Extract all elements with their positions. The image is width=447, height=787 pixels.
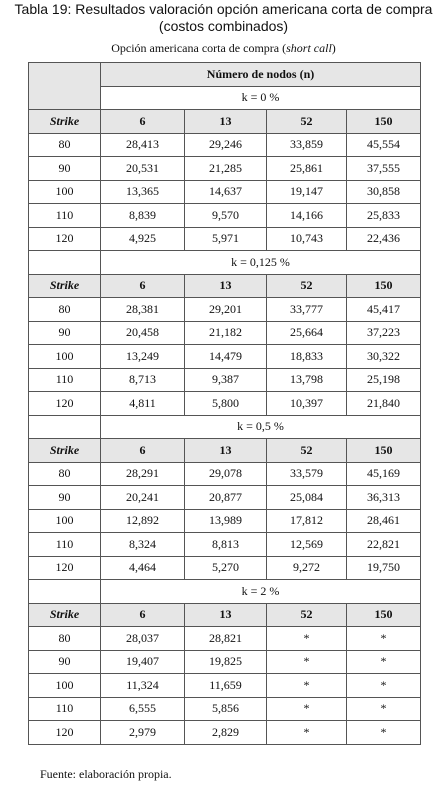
k-value: k = 2 % bbox=[101, 580, 421, 604]
value-cell: 9,387 bbox=[185, 368, 267, 392]
value-cell: 33,579 bbox=[267, 462, 347, 486]
nodes-column-header: 6 bbox=[101, 603, 185, 627]
table-row bbox=[29, 627, 421, 651]
subtitle-end: ) bbox=[331, 41, 336, 55]
strike-cell: 110 bbox=[29, 697, 101, 721]
value-cell: 28,037 bbox=[101, 627, 185, 651]
strike-cell: 80 bbox=[29, 627, 101, 651]
nodes-column-header: 150 bbox=[347, 439, 421, 463]
value-cell: 5,270 bbox=[185, 556, 267, 580]
table-row bbox=[29, 486, 421, 510]
strike-header: Strike bbox=[29, 603, 101, 627]
strike-cell: 100 bbox=[29, 345, 101, 369]
k-value: k = 0,125 % bbox=[101, 251, 421, 275]
caption-line-2: (costos combinados) bbox=[158, 18, 289, 34]
strike-cell: 90 bbox=[29, 157, 101, 181]
value-cell: 30,322 bbox=[347, 345, 421, 369]
value-cell: 25,664 bbox=[267, 321, 347, 345]
table-row bbox=[29, 157, 421, 181]
corner-cell bbox=[29, 63, 101, 110]
value-cell: * bbox=[267, 627, 347, 651]
value-cell: 19,407 bbox=[101, 650, 185, 674]
value-cell: 25,198 bbox=[347, 368, 421, 392]
value-cell: 25,833 bbox=[347, 204, 421, 228]
value-cell: 18,833 bbox=[267, 345, 347, 369]
value-cell: 28,291 bbox=[101, 462, 185, 486]
value-cell: 19,750 bbox=[347, 556, 421, 580]
value-cell: 28,413 bbox=[101, 133, 185, 157]
table-row bbox=[29, 697, 421, 721]
k-value: k = 0,5 % bbox=[101, 415, 421, 439]
value-cell: 22,436 bbox=[347, 227, 421, 251]
nodes-column-header: 52 bbox=[267, 439, 347, 463]
nodes-header: Número de nodos (n) bbox=[101, 63, 421, 87]
value-cell: 8,324 bbox=[101, 533, 185, 557]
value-cell: * bbox=[267, 721, 347, 745]
value-cell: 28,821 bbox=[185, 627, 267, 651]
value-cell: 20,458 bbox=[101, 321, 185, 345]
nodes-column-header: 150 bbox=[347, 274, 421, 298]
value-cell: 37,555 bbox=[347, 157, 421, 181]
value-cell: 4,464 bbox=[101, 556, 185, 580]
value-cell: 4,811 bbox=[101, 392, 185, 416]
k-row bbox=[29, 580, 421, 604]
table-row bbox=[29, 533, 421, 557]
value-cell: 12,569 bbox=[267, 533, 347, 557]
value-cell: 19,825 bbox=[185, 650, 267, 674]
caption-line-1: Tabla 19: Resultados valoración opción americana corta de compra bbox=[14, 1, 433, 17]
value-cell: 33,777 bbox=[267, 298, 347, 322]
table-row bbox=[29, 650, 421, 674]
value-cell: * bbox=[347, 721, 421, 745]
strike-cell: 100 bbox=[29, 509, 101, 533]
value-cell: 14,637 bbox=[185, 180, 267, 204]
value-cell: 20,241 bbox=[101, 486, 185, 510]
strike-cell: 110 bbox=[29, 368, 101, 392]
value-cell: 22,821 bbox=[347, 533, 421, 557]
value-cell: 45,554 bbox=[347, 133, 421, 157]
value-cell: 30,858 bbox=[347, 180, 421, 204]
value-cell: * bbox=[267, 674, 347, 698]
value-cell: 33,859 bbox=[267, 133, 347, 157]
value-cell: 29,246 bbox=[185, 133, 267, 157]
value-cell: 8,813 bbox=[185, 533, 267, 557]
table-row bbox=[29, 392, 421, 416]
strike-cell: 110 bbox=[29, 533, 101, 557]
strike-cell: 80 bbox=[29, 133, 101, 157]
strike-cell: 120 bbox=[29, 392, 101, 416]
value-cell: 9,272 bbox=[267, 556, 347, 580]
value-cell: 20,531 bbox=[101, 157, 185, 181]
strike-header: Strike bbox=[29, 439, 101, 463]
strike-cell: 90 bbox=[29, 321, 101, 345]
value-cell: * bbox=[347, 650, 421, 674]
value-cell: 8,713 bbox=[101, 368, 185, 392]
table-row bbox=[29, 204, 421, 228]
strike-cell: 90 bbox=[29, 486, 101, 510]
value-cell: * bbox=[347, 627, 421, 651]
table-row bbox=[29, 321, 421, 345]
table-row bbox=[29, 721, 421, 745]
source-note: Fuente: elaboración propia. bbox=[40, 767, 172, 781]
strike-cell: 120 bbox=[29, 556, 101, 580]
strike-cell: 80 bbox=[29, 298, 101, 322]
nodes-column-header: 6 bbox=[101, 274, 185, 298]
nodes-column-header: 150 bbox=[347, 603, 421, 627]
subtitle-main: Opción americana corta de compra ( bbox=[111, 41, 287, 55]
nodes-column-header: 52 bbox=[267, 274, 347, 298]
value-cell: * bbox=[267, 697, 347, 721]
strike-header: Strike bbox=[29, 274, 101, 298]
table-row bbox=[29, 298, 421, 322]
table-caption bbox=[0, 1, 447, 35]
value-cell: 8,839 bbox=[101, 204, 185, 228]
column-header-row bbox=[29, 274, 421, 298]
strike-cell: 90 bbox=[29, 650, 101, 674]
value-cell: 17,812 bbox=[267, 509, 347, 533]
value-cell: * bbox=[347, 674, 421, 698]
nodes-column-header: 13 bbox=[185, 439, 267, 463]
value-cell: 9,570 bbox=[185, 204, 267, 228]
subtitle-italic: short call bbox=[286, 41, 332, 55]
table-row bbox=[29, 180, 421, 204]
k-row bbox=[29, 415, 421, 439]
k-row-spacer bbox=[29, 580, 101, 604]
value-cell: 6,555 bbox=[101, 697, 185, 721]
value-cell: 45,417 bbox=[347, 298, 421, 322]
strike-cell: 110 bbox=[29, 204, 101, 228]
value-cell: 25,084 bbox=[267, 486, 347, 510]
strike-cell: 100 bbox=[29, 674, 101, 698]
value-cell: 36,313 bbox=[347, 486, 421, 510]
nodes-column-header: 13 bbox=[185, 110, 267, 134]
value-cell: 5,800 bbox=[185, 392, 267, 416]
table-row bbox=[29, 133, 421, 157]
strike-cell: 120 bbox=[29, 227, 101, 251]
value-cell: * bbox=[267, 650, 347, 674]
column-header-row bbox=[29, 110, 421, 134]
results-table bbox=[28, 62, 421, 745]
value-cell: 13,249 bbox=[101, 345, 185, 369]
value-cell: 11,659 bbox=[185, 674, 267, 698]
value-cell: 12,892 bbox=[101, 509, 185, 533]
table-subtitle bbox=[0, 41, 447, 56]
table-row bbox=[29, 462, 421, 486]
value-cell: 37,223 bbox=[347, 321, 421, 345]
value-cell: 13,798 bbox=[267, 368, 347, 392]
nodes-column-header: 150 bbox=[347, 110, 421, 134]
table-row bbox=[29, 345, 421, 369]
table-row bbox=[29, 368, 421, 392]
k-row bbox=[29, 251, 421, 275]
strike-cell: 80 bbox=[29, 462, 101, 486]
table-row bbox=[29, 227, 421, 251]
nodes-column-header: 52 bbox=[267, 110, 347, 134]
value-cell: 21,840 bbox=[347, 392, 421, 416]
value-cell: 13,989 bbox=[185, 509, 267, 533]
nodes-column-header: 6 bbox=[101, 439, 185, 463]
value-cell: 5,971 bbox=[185, 227, 267, 251]
value-cell: 5,856 bbox=[185, 697, 267, 721]
value-cell: 29,078 bbox=[185, 462, 267, 486]
column-header-row bbox=[29, 439, 421, 463]
table-row bbox=[29, 556, 421, 580]
value-cell: 21,285 bbox=[185, 157, 267, 181]
value-cell: 10,397 bbox=[267, 392, 347, 416]
column-header-row bbox=[29, 603, 421, 627]
value-cell: 2,979 bbox=[101, 721, 185, 745]
value-cell: 25,861 bbox=[267, 157, 347, 181]
value-cell: 14,479 bbox=[185, 345, 267, 369]
value-cell: 29,201 bbox=[185, 298, 267, 322]
nodes-column-header: 52 bbox=[267, 603, 347, 627]
k-value: k = 0 % bbox=[101, 86, 421, 110]
nodes-column-header: 6 bbox=[101, 110, 185, 134]
strike-header: Strike bbox=[29, 110, 101, 134]
strike-cell: 120 bbox=[29, 721, 101, 745]
value-cell: 14,166 bbox=[267, 204, 347, 228]
k-row-spacer bbox=[29, 415, 101, 439]
nodes-header-row bbox=[29, 63, 421, 87]
value-cell: 28,461 bbox=[347, 509, 421, 533]
value-cell: 28,381 bbox=[101, 298, 185, 322]
value-cell: 13,365 bbox=[101, 180, 185, 204]
k-row-spacer bbox=[29, 251, 101, 275]
strike-cell: 100 bbox=[29, 180, 101, 204]
value-cell: 2,829 bbox=[185, 721, 267, 745]
value-cell: 20,877 bbox=[185, 486, 267, 510]
table-row bbox=[29, 509, 421, 533]
value-cell: * bbox=[347, 697, 421, 721]
nodes-column-header: 13 bbox=[185, 274, 267, 298]
value-cell: 45,169 bbox=[347, 462, 421, 486]
nodes-column-header: 13 bbox=[185, 603, 267, 627]
value-cell: 21,182 bbox=[185, 321, 267, 345]
value-cell: 10,743 bbox=[267, 227, 347, 251]
value-cell: 19,147 bbox=[267, 180, 347, 204]
table-row bbox=[29, 674, 421, 698]
value-cell: 11,324 bbox=[101, 674, 185, 698]
value-cell: 4,925 bbox=[101, 227, 185, 251]
